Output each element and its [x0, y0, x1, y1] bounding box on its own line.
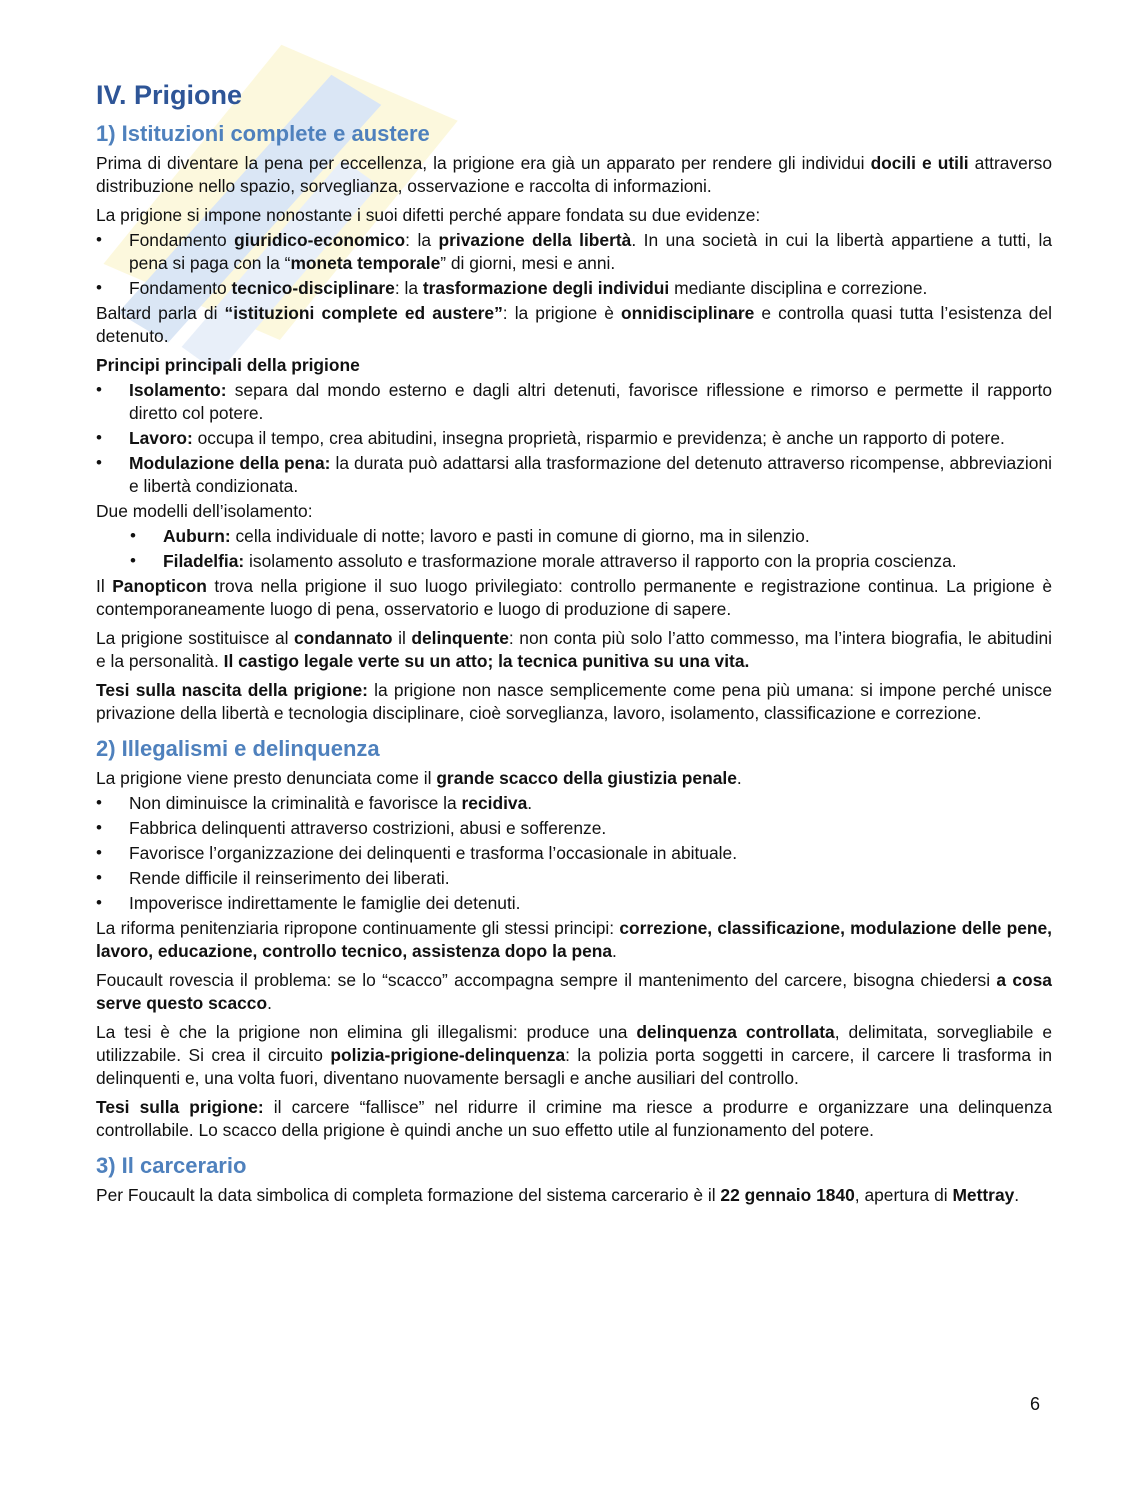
- bullet-list-evidenze: [96, 229, 1052, 300]
- paragraph: Tesi sulla nascita della prigione: la prigione non nasce semplicemente come pena più umana: si impone perché unisce privazione della libertà e tecnologia disciplinare, cioè sorveglianza, lavoro, isolamento, classificazione e correzione.: [96, 680, 1052, 723]
- paragraph: La prigione si impone nonostante i suoi difetti perché appare fondata su due evidenze:: [96, 205, 761, 225]
- bullet-list-principi: [96, 379, 1052, 498]
- document-content: [96, 78, 1052, 1213]
- page-number: 6: [1030, 1394, 1041, 1414]
- bullet-list-modelli: [96, 525, 1052, 573]
- paragraph: La riforma penitenziaria ripropone continuamente gli stessi principi: correzione, classificazione, modulazione delle pene, lavoro, educazione, controllo tecnico, assistenza dopo la pena.: [96, 918, 1052, 961]
- paragraph: Foucault rovescia il problema: se lo “scacco” accompagna sempre il mantenimento del carcere, bisogna chiedersi a cosa serve questo scacco.: [96, 970, 1052, 1013]
- paragraph: Due modelli dell’isolamento:: [96, 501, 313, 521]
- list-item: • Favorisce l’organizzazione dei delinquenti e trasforma l’occasionale in abituale.: [96, 842, 1052, 865]
- list-item: • Modulazione della pena: la durata può adattarsi alla trasformazione del detenuto attraverso ricompense, abbreviazioni e libertà condizionata.: [96, 452, 1052, 498]
- list-item: • Impoverisce indirettamente le famiglie dei detenuti.: [96, 892, 1052, 915]
- paragraph: Prima di diventare la pena per eccellenza, la prigione era già un apparato per rendere gli individui docili e utili attraverso distribuzione nello spazio, sorveglianza, osservazione e raccolta di informazioni.: [96, 153, 1053, 196]
- paragraph: Baltard parla di “istituzioni complete ed austere”: la prigione è onnidisciplinare e controlla quasi tutta l’esistenza del detenuto.: [96, 303, 1053, 346]
- list-item: • Isolamento: separa dal mondo esterno e dagli altri detenuti, favorisce riflessione e rimorso e permette il rapporto diretto col potere.: [96, 379, 1052, 425]
- list-item: • Auburn: cella individuale di notte; lavoro e pasti in comune di giorno, ma in silenzio.: [130, 525, 1052, 548]
- paragraph: Tesi sulla prigione: il carcere “fallisce” nel ridurre il crimine ma riesce a produrre e organizzare una delinquenza controllabile. Lo scacco della prigione è quindi anche un suo effetto utile al funzionamento del potere.: [96, 1097, 1053, 1140]
- paragraph: La prigione sostituisce al condannato il delinquente: non conta più solo l’atto commesso, ma l’intera biografia, le abitudini e la personalità. Il castigo legale verte su un atto; la tecnica punitiva su una vita.: [96, 628, 1052, 671]
- list-item: • Lavoro: occupa il tempo, crea abitudini, insegna proprietà, risparmio e previdenza; è anche un rapporto di potere.: [96, 427, 1052, 450]
- subheading: Principi principali della prigione: [96, 355, 360, 375]
- list-item: • Fabbrica delinquenti attraverso costrizioni, abusi e sofferenze.: [96, 817, 1052, 840]
- paragraph: Il Panopticon trova nella prigione il suo luogo privilegiato: controllo permanente e registrazione continua. La prigione è contemporaneamente luogo di pena, osservatorio e luogo di produzione di sapere.: [96, 576, 1052, 619]
- bullet-list-critiche: [96, 792, 1052, 915]
- list-item: • Filadelfia: isolamento assoluto e trasformazione morale attraverso il rapporto con la propria coscienza.: [130, 550, 1052, 573]
- section-heading-3: 3) Il carcerario: [96, 1153, 247, 1178]
- section-heading-2: 2) Illegalismi e delinquenza: [96, 736, 380, 761]
- list-item: • Non diminuisce la criminalità e favorisce la recidiva.: [96, 792, 1052, 815]
- section-heading-1: 1) Istituzioni complete e austere: [96, 121, 430, 146]
- paragraph: La prigione viene presto denunciata come il grande scacco della giustizia penale.: [96, 768, 742, 788]
- list-item: • Fondamento giuridico-economico: la privazione della libertà. In una società in cui la libertà appartiene a tutti, la pena si paga con la “moneta temporale” di giorni, mesi e anni.: [96, 229, 1052, 275]
- page-title: IV. Prigione: [96, 80, 243, 110]
- list-item: • Fondamento tecnico-disciplinare: la trasformazione degli individui mediante disciplina e correzione.: [96, 277, 1052, 300]
- paragraph: La tesi è che la prigione non elimina gli illegalismi: produce una delinquenza controllata, delimitata, sorvegliabile e utilizzabile. Si crea il circuito polizia-prigione-delinquenza: la polizia porta soggetti in carcere, il carcere li trasforma in delinquenti e, una volta fuori, diventano nuovamente bersagli e anche ausiliari del controllo.: [96, 1022, 1052, 1088]
- paragraph: Per Foucault la data simbolica di completa formazione del sistema carcerario è il 22 gennaio 1840, apertura di Mettray.: [96, 1185, 1020, 1205]
- list-item: • Rende difficile il reinserimento dei liberati.: [96, 867, 1052, 890]
